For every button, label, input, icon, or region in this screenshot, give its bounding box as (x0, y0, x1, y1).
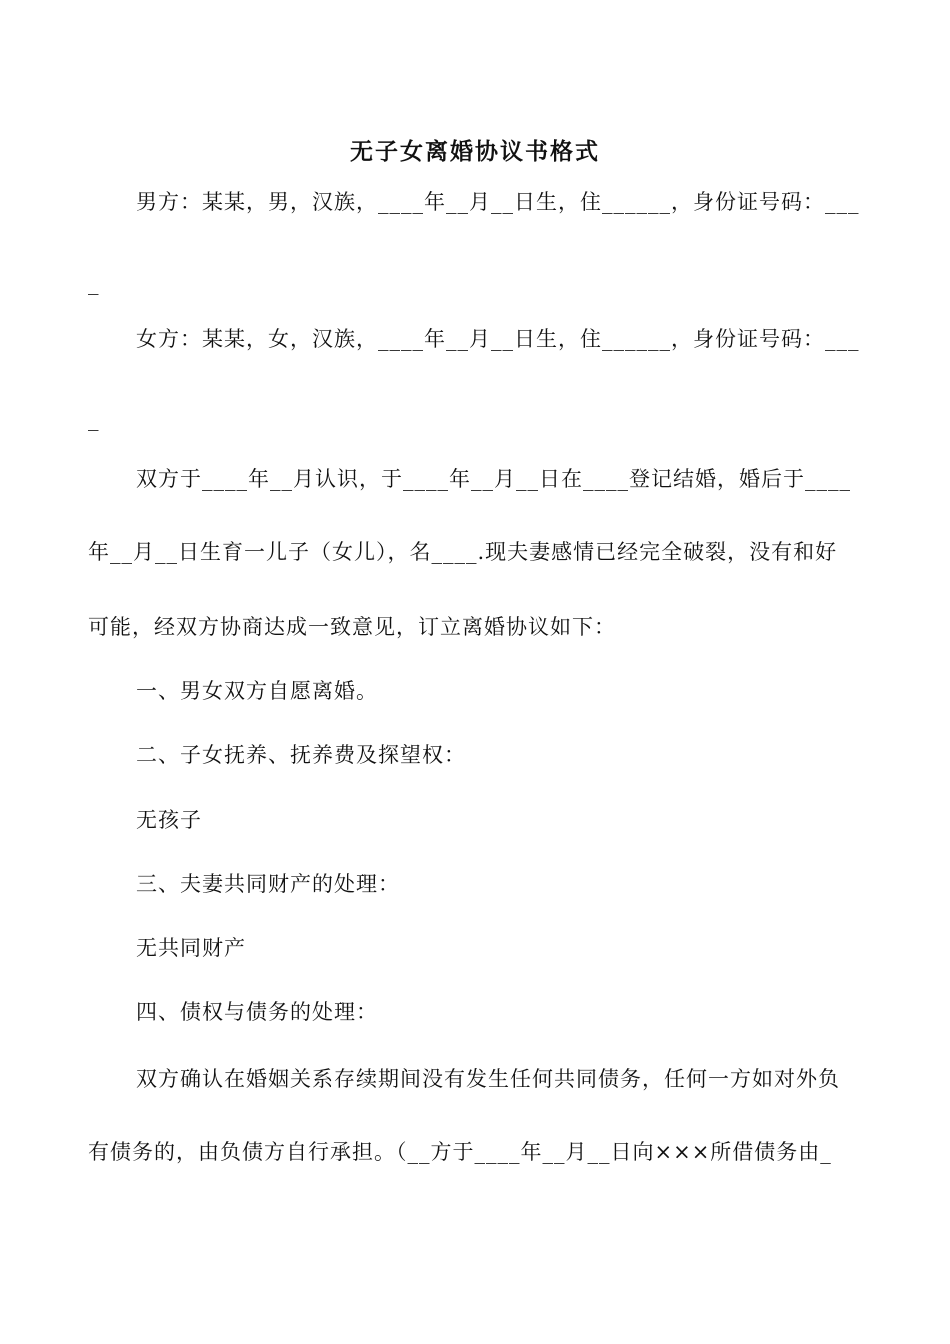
paragraph-female-party: 女方：某某，女，汉族，____年__月__日生，住______，身份证号码：___ (136, 327, 860, 351)
clause-3-content: 无共同财产 (136, 936, 246, 960)
clause-2-heading: 二、子女抚养、抚养费及探望权： (136, 743, 466, 767)
clause-1-heading: 一、男女双方自愿离婚。 (136, 679, 378, 703)
paragraph-male-party: 男方：某某，男，汉族，____年__月__日生，住______，身份证号码：___ (136, 190, 860, 214)
clause-4-content-line-1: 双方确认在婚姻关系存续期间没有发生任何共同债务，任何一方如对外负 (136, 1067, 840, 1091)
paragraph-marriage-history-line-3: 可能，经双方协商达成一致意见，订立离婚协议如下： (88, 615, 616, 639)
clause-4-content-line-2: 有债务的，由负债方自行承担。（__方于____年__月__日向×××所借债务由_ (88, 1140, 832, 1164)
clause-2-content: 无孩子 (136, 808, 202, 832)
paragraph-male-party-continuation: _ (88, 271, 100, 295)
clause-4-heading: 四、债权与债务的处理： (136, 1000, 378, 1024)
document-title: 无子女离婚协议书格式 (350, 138, 600, 165)
clause-3-heading: 三、夫妻共同财产的处理： (136, 872, 400, 896)
paragraph-marriage-history-line-1: 双方于____年__月认识，于____年__月__日在____登记结婚，婚后于____ (136, 467, 851, 491)
paragraph-female-party-continuation: _ (88, 407, 100, 431)
paragraph-marriage-history-line-2: 年__月__日生育一儿子（女儿），名____.现夫妻感情已经完全破裂，没有和好 (88, 540, 838, 564)
